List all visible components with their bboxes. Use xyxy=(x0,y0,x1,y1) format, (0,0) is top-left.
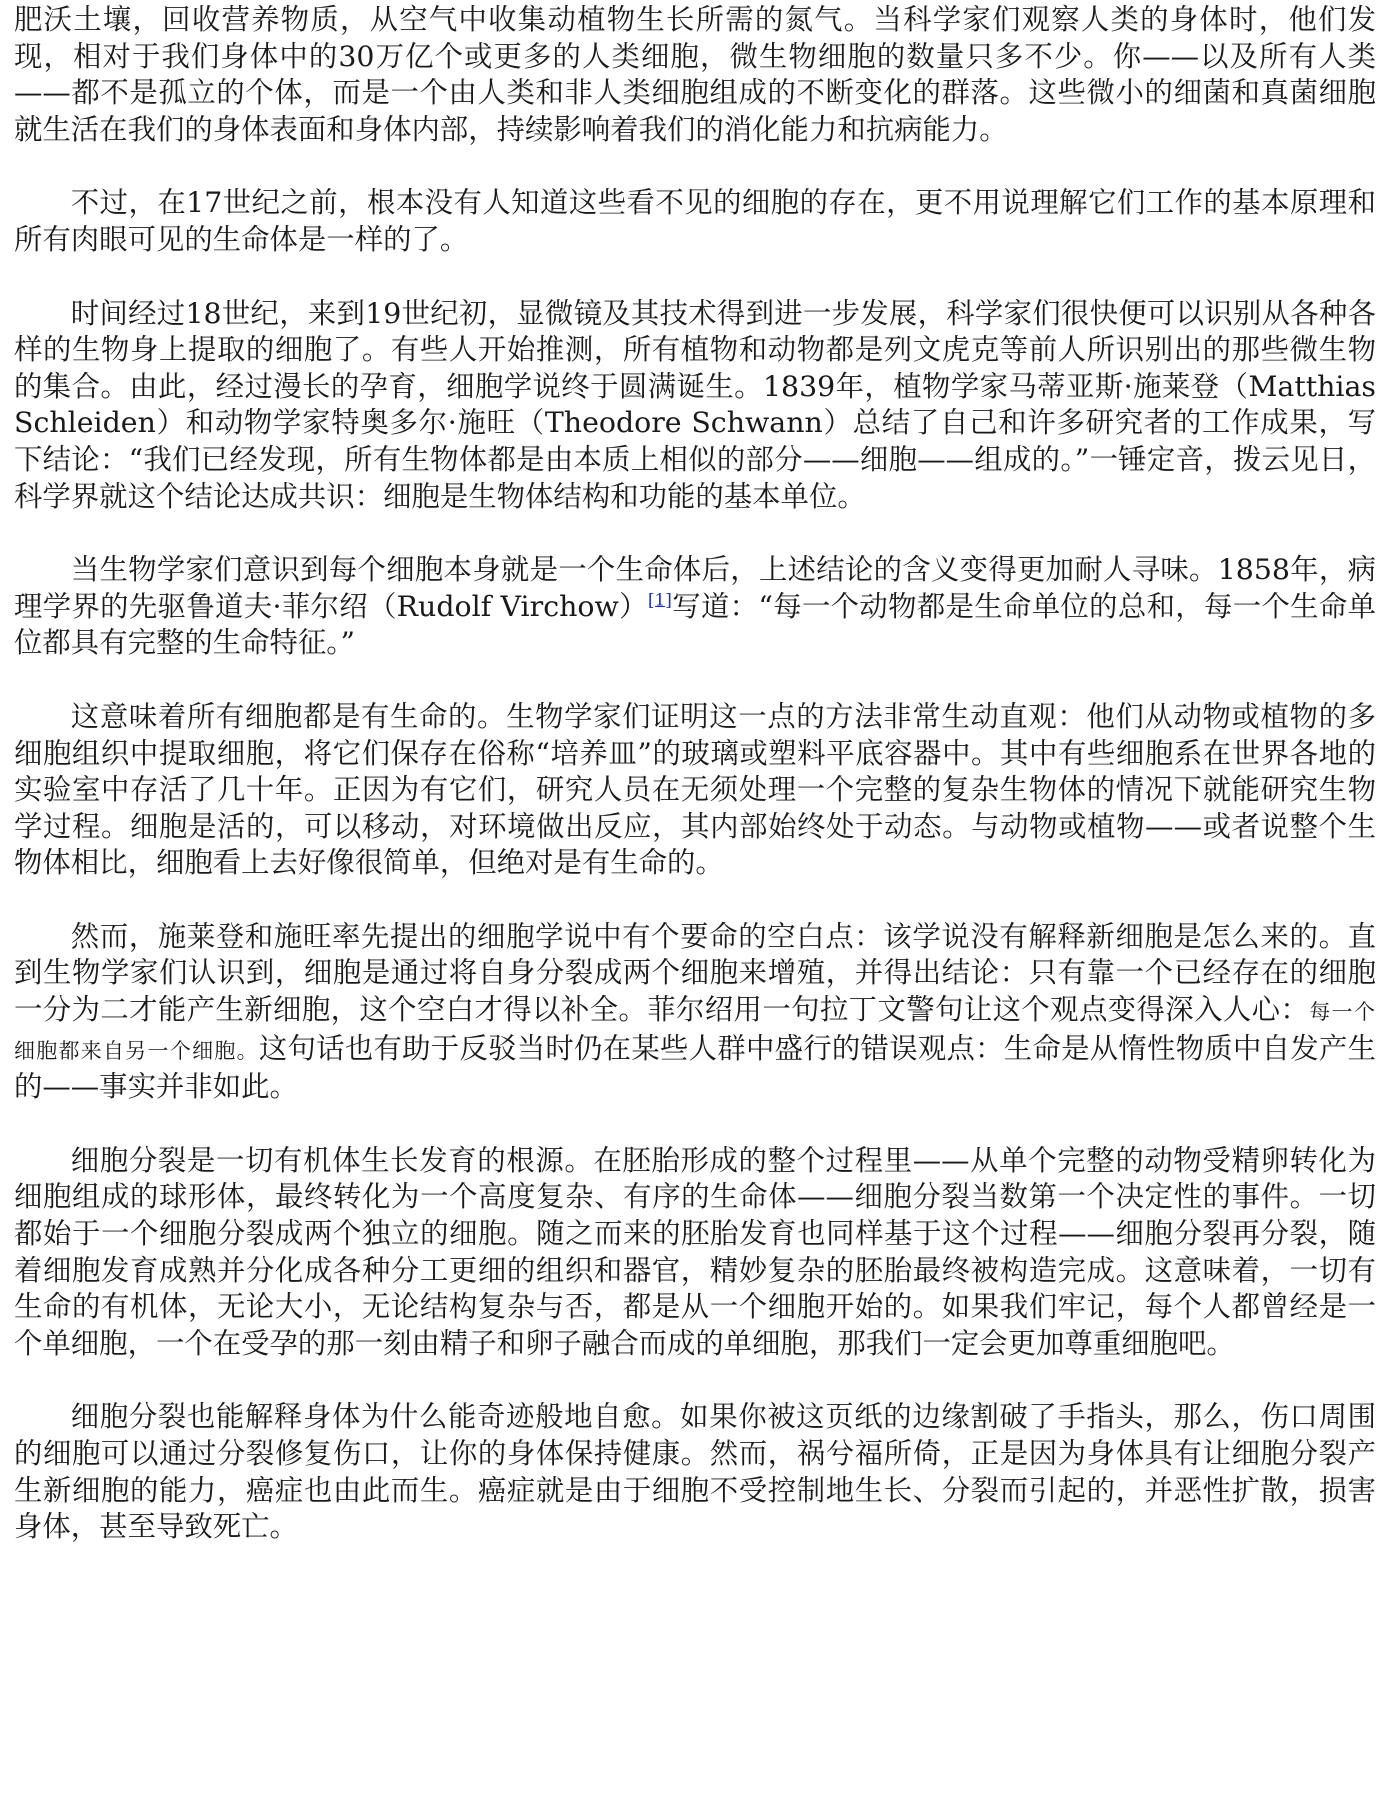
paragraph-text: 细胞分裂是一切有机体生长发育的根源。在胚胎形成的整个过程里——从单个完整的动物受精卵转化为细胞组成的球形体，最终转化为一个高度复杂、有序的生命体——细胞分裂当数第一个决定性的事件。一切都始于一个细胞分裂成两个独立的细胞。随之而来的胚胎发育也同样基于这个过程——细胞分裂再分裂，随着细胞发育成熟并分化成各种分工更细的组织和器官，精妙复杂的胚胎最终被构造完成。这意味着，一切有生命的有机体，无论大小，无论结构复杂与否，都是从一个细胞开始的。如果我们牢记，每个人都曾经是一个单细胞，一个在受孕的那一刻由精子和卵子融合而成的单细胞，那我们一定会更加尊重细胞吧。 xyxy=(14,1143,1376,1360)
paragraph-text: 肥沃土壤，回收营养物质，从空气中收集动植物生长所需的氮气。当科学家们观察人类的身体时，他们发现，相对于我们身体中的30万亿个或更多的人类细胞，微生物细胞的数量只多不少。你——以及所有人类——都不是孤立的个体，而是一个由人类和非人类细胞组成的不断变化的群落。这些微小的细菌和真菌细胞就生活在我们的身体表面和身体内部，持续影响着我们的消化能力和抗病能力。 xyxy=(14,3,1376,146)
document-page xyxy=(14,2,1376,1583)
footnote-link[interactable]: [1] xyxy=(647,590,672,611)
paragraph-text: 时间经过18世纪，来到19世纪初，显微镜及其技术得到进一步发展，科学家们很快便可以识别从各种各样的生物身上提取的细胞了。有些人开始推测，所有植物和动物都是列文虎克等前人所识别出的那些微生物的集合。由此，经过漫长的孕育，细胞学说终于圆满诞生。1839年，植物学家马蒂亚斯·施莱登（Matthias Schleiden）和动物学家特奥多尔·施旺（Theodore Schwann）总结了自己和许多研究者的工作成果，写下结论：“我们已经发现，所有生物体都是由本质上相似的部分——细胞——组成的。”一锤定音，拨云见日，科学界就这个结论达成共识：细胞是生物体结构和功能的基本单位。 xyxy=(14,296,1376,513)
paragraph-before-17th-century xyxy=(14,185,1376,258)
paragraph-healing-and-cancer xyxy=(14,1399,1376,1545)
paragraph-text: 不过，在17世纪之前，根本没有人知道这些看不见的细胞的存在，更不用说理解它们工作的基本原理和所有肉眼可见的生命体是一样的了。 xyxy=(14,186,1376,256)
paragraph-text: 细胞分裂也能解释身体为什么能奇迹般地自愈。如果你被这页纸的边缘割破了手指头，那么，伤口周围的细胞可以通过分裂修复伤口，让你的身体保持健康。然而，祸兮福所倚，正是因为身体具有让细胞分裂产生新细胞的能力，癌症也由此而生。癌症就是由于细胞不受控制地生长、分裂而引起的，并恶性扩散，损害身体，甚至导致死亡。 xyxy=(14,1400,1376,1544)
paragraph-text-after: 写道：“每一个动物都是生命单位的总和，每一个生命单位都具有完整的生命特征。” xyxy=(14,589,1376,660)
paragraph-text-after: 这句话也有助于反驳当时仍在某些人群中盛行的错误观点：生命是从惰性物质中自发产生的——事实并非如此。 xyxy=(14,1031,1376,1104)
paragraph-cells-are-alive xyxy=(14,699,1376,882)
paragraph-virchow xyxy=(14,552,1376,662)
paragraph-cell-theory xyxy=(14,296,1376,516)
paragraph-cell-division-gap xyxy=(14,919,1376,1106)
paragraph-text: 这意味着所有细胞都是有生命的。生物学家们证明这一点的方法非常生动直观：他们从动物或植物的多细胞组织中提取细胞，将它们保存在俗称“培养皿”的玻璃或塑料平底容器中。其中有些细胞系在世界各地的实验室中存活了几十年。正因为有它们，研究人员在无须处理一个完整的复杂生物体的情况下就能研究生物学过程。细胞是活的，可以移动，对环境做出反应，其内部始终处于动态。与动物或植物——或者说整个生物体相比，细胞看上去好像很简单，但绝对是有生命的。 xyxy=(14,699,1376,880)
paragraph-embryo-development xyxy=(14,1143,1376,1363)
paragraph-text-before: 然而，施莱登和施旺率先提出的细胞学说中有个要命的空白点：该学说没有解释新细胞是怎么来的。直到生物学家们认识到，细胞是通过将自身分裂成两个细胞来增殖，并得出结论：只有靠一个已经存在的细胞一分为二才能产生新细胞，这个空白才得以补全。菲尔绍用一句拉丁文警句让这个观点变得深入人心： xyxy=(14,919,1376,1027)
paragraph-soil-and-microbes xyxy=(14,2,1376,148)
paragraph-text-before: 当生物学家们意识到每个细胞本身就是一个生命体后，上述结论的含义变得更加耐人寻味。1858年，病理学界的先驱鲁道夫·菲尔绍（Rudolf Virchow） xyxy=(14,553,1376,623)
latin-maxim-quote: 每一个细胞都来自另一个细胞。 xyxy=(14,1000,1376,1063)
